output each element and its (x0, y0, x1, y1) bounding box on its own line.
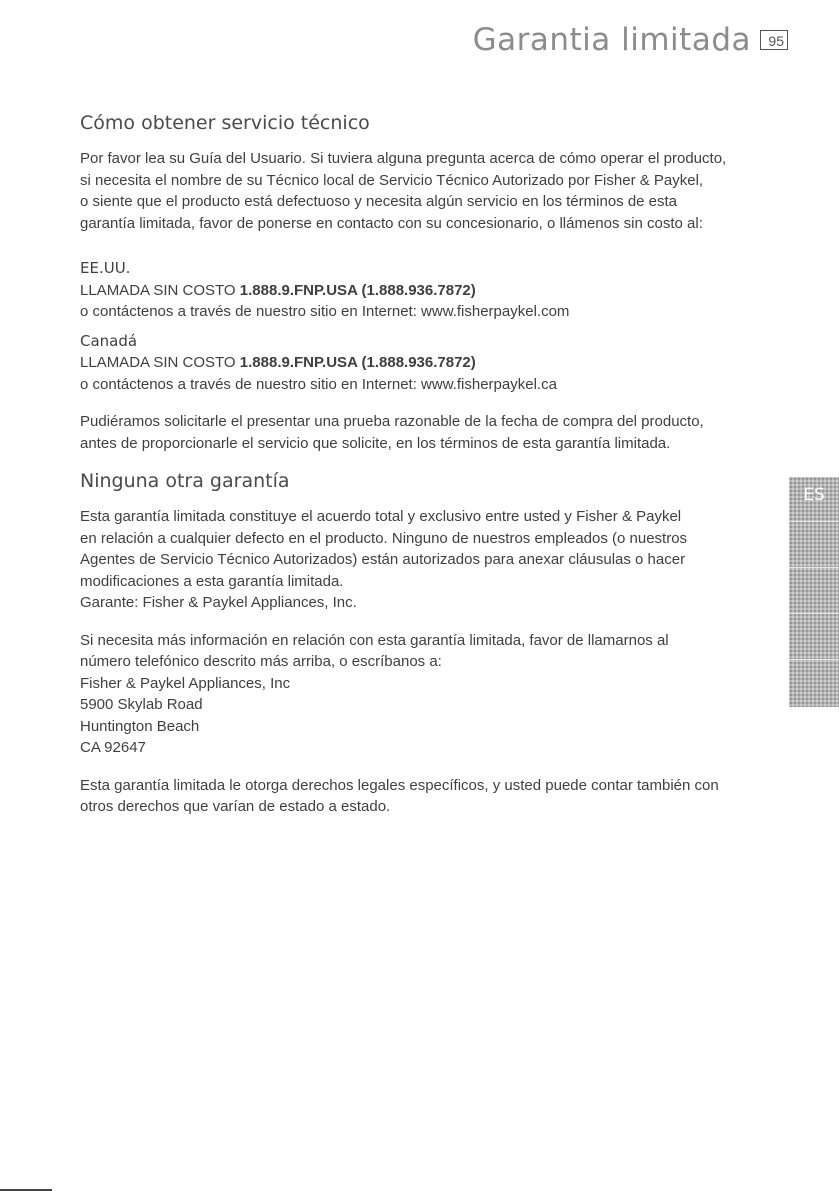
page-title: Garantia limitada (472, 22, 751, 58)
page-content (80, 112, 800, 818)
agreement-paragraph (80, 506, 800, 614)
text-line: otros derechos que varían de estado a estado. (80, 798, 391, 815)
legal-rights-paragraph (80, 775, 800, 818)
language-tab-label: ES (803, 485, 825, 505)
website-line-canada: o contáctenos a través de nuestro sitio en Internet: www.fisherpaykel.ca (80, 375, 557, 393)
phone-line-usa (80, 280, 800, 302)
text-line: Pudiéramos solicitarle el presentar una prueba razonable de la fecha de compra del producto, (80, 413, 704, 430)
contact-canada (80, 331, 800, 396)
text-line: Garante: Fisher & Paykel Appliances, Inc. (80, 594, 357, 611)
website-line-usa: o contáctenos a través de nuestro sitio en Internet: www.fisherpaykel.com (80, 303, 570, 320)
text-line: Esta garantía limitada le otorga derechos legales específicos, y usted puede contar también con (80, 776, 719, 794)
page-number: 95 (760, 30, 788, 50)
address-company: Fisher & Paykel Appliances, Inc (80, 674, 291, 692)
text-line: modificaciones a esta garantía limitada. (80, 572, 344, 590)
text-line: en relación a cualquier defecto en el producto. Ninguno de nuestros empleados (o nuestros (80, 529, 688, 547)
text-line: Agentes de Servicio Técnico Autorizados) están autorizados para anexar cláusulas o hacer (80, 551, 686, 568)
contact-address-paragraph (80, 630, 800, 759)
text-line: Si necesita más información en relación con esta garantía limitada, favor de llamarnos al (80, 631, 669, 649)
section-heading-no-other-warranty: Ninguna otra garantía (80, 470, 290, 492)
section-heading-service: Cómo obtener servicio técnico (80, 112, 370, 134)
phone-number-usa: 1.888.9.FNP.USA (1.888.936.7872) (239, 281, 476, 299)
phone-line-canada (80, 352, 800, 374)
text-line: Por favor lea su Guía del Usuario. Si tuviera alguna pregunta acerca de cómo operar el producto, (80, 150, 727, 167)
text-line: si necesita el nombre de su Técnico local de Servicio Técnico Autorizado por Fisher & Paykel, (80, 171, 704, 189)
proof-of-purchase-paragraph (80, 411, 800, 454)
call-prefix: LLAMADA SIN COSTO (80, 354, 240, 371)
contact-usa (80, 258, 800, 323)
text-line: o siente que el producto está defectuoso y necesita algún servicio en los términos de esta (80, 193, 678, 210)
text-line: número telefónico descrito más arriba, o escríbanos a: (80, 653, 442, 670)
call-prefix: LLAMADA SIN COSTO (80, 281, 240, 299)
text-line: antes de proporcionarle el servicio que solicite, en los términos de esta garantía limitada. (80, 434, 671, 452)
text-line: Esta garantía limitada constituye el acuerdo total y exclusivo entre usted y Fisher & Paykel (80, 508, 682, 525)
region-label-usa: EE.UU. (80, 259, 131, 277)
region-label-canada: Canadá (80, 331, 138, 350)
phone-number-canada: 1.888.9.FNP.USA (1.888.936.7872) (239, 354, 476, 371)
address-city: Huntington Beach (80, 717, 200, 735)
address-state-zip: CA 92647 (80, 739, 146, 756)
address-street: 5900 Skylab Road (80, 696, 203, 713)
text-line: garantía limitada, favor de ponerse en contacto con su concesionario, o llámenos sin costo al: (80, 214, 703, 232)
service-intro-paragraph (80, 148, 800, 234)
